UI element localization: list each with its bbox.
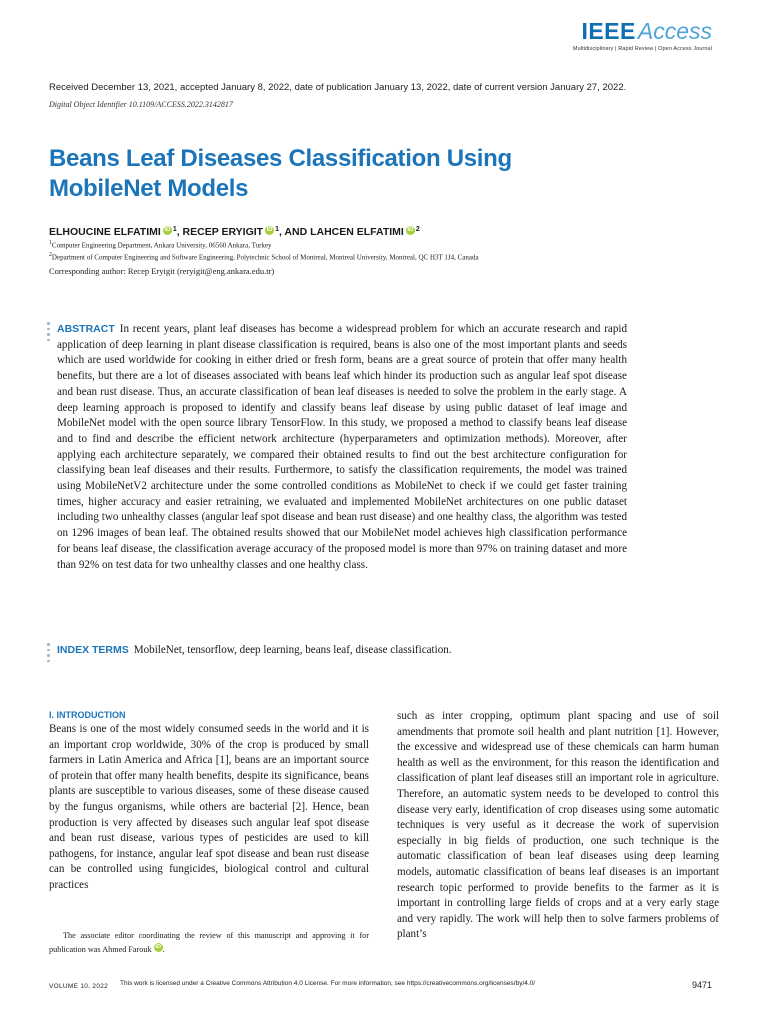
license-notice: This work is licensed under a Creative Commons Attribution 4.0 License. For more information, see https://creativecommons.org/licenses/by/4.0/ bbox=[120, 980, 536, 987]
orcid-icon[interactable]: iD bbox=[407, 227, 414, 233]
orcid-icon[interactable]: iD bbox=[164, 227, 171, 233]
body-column-left: Beans is one of the most widely consumed seeds in the world and it is an important crop worldwide, 30% of the crop is produced by small farmers in Latin America and Africa [1], beans are an important source of protein that offer many health benefits, despite its significance, beans plants are susceptible to various diseases, some of these disease caused by the fungus organisms, while others are bacterial [2]. Hence, bean production is very affected by diseases such angular leaf spot disease and bean rust disease, various types of pesticides are used to kill pathogens, for instance, angular leaf spot disease and bean rust disease can be controlled using fungicides, biological control and cultural practices bbox=[49, 723, 369, 891]
affiliation-1-number: 1 bbox=[49, 240, 52, 246]
affiliation-2 bbox=[49, 252, 479, 261]
page-number: 9471 bbox=[691, 980, 712, 990]
footnote-text: The associate editor coordinating the review of this manuscript and approving it for publication was Ahmed Farouk bbox=[49, 931, 369, 954]
index-terms-heading: INDEX TERMS bbox=[57, 644, 129, 656]
affiliation-2-text: Department of Computer Engineering and Software Engineering, Polytechnic School of Montreal, Montreal University, Montreal, QC H3T 1J4, Canada bbox=[51, 253, 479, 262]
logo-access: Access bbox=[637, 18, 712, 44]
affiliation-1-text: Computer Engineering Department, Ankara University, 06560 Ankara, Turkey bbox=[51, 241, 272, 250]
body-column-right: such as inter cropping, optimum plant spacing and use of soil amendments that promote soil health and plant nutrition [1]. However, the excessive and widespread use of these chemicals can harm human health as well as the environment, for this reason the identification and classification of plant leaf diseases still an important role in agriculture. Therefore, an automatic system needs to be developed to control this disease very early, identification of crop diseases using some automatic techniques is very useful as it decrease the work of supervision especially in big fields of production, one such technique is the automatic classification of bean leaf diseases using deep learning models, automatic classification of beans leaf diseases is an important research topic performed to provide benefits to the farmer as it is important in controlling large fields of crops and at a very early stage and very rapidly. The work will help then to solve farmers problems of plant’s bbox=[397, 710, 719, 941]
journal-logo bbox=[573, 18, 712, 52]
affiliation-1 bbox=[49, 240, 272, 249]
corresponding-author: Corresponding author: Recep Eryigit (reryigit@eng.ankara.edu.tr) bbox=[49, 266, 275, 276]
abstract-heading: ABSTRACT bbox=[57, 323, 115, 335]
author-1-affiliation: 1 bbox=[172, 226, 177, 233]
editor-footnote: The associate editor coordinating the review of this manuscript and approving it for publication was Ahmed Farouk iD . bbox=[49, 931, 369, 954]
title-line-2: MobileNet Models bbox=[49, 175, 249, 202]
title-line-1: Beans Leaf Diseases Classification Using bbox=[49, 145, 512, 172]
paper-title bbox=[49, 144, 609, 204]
orcid-icon[interactable]: iD bbox=[266, 227, 273, 233]
index-marker-dots bbox=[47, 643, 50, 665]
index-terms-text: MobileNet, tensorflow, deep learning, beans leaf, disease classification. bbox=[133, 644, 452, 656]
abstract-marker-dots bbox=[47, 322, 50, 344]
affiliation-2-number: 2 bbox=[49, 252, 52, 258]
author-3-affiliation: 2 bbox=[415, 226, 420, 233]
orcid-icon[interactable]: iD bbox=[155, 944, 162, 950]
index-terms bbox=[57, 643, 627, 658]
abstract bbox=[57, 322, 627, 573]
volume-label: VOLUME 10, 2022 bbox=[49, 983, 109, 990]
abstract-text: In recent years, plant leaf diseases has become a widespread problem for which an accurate research and rapid application of deep learning in plant disease classification is required, beans is also one of the most important plants and seeds which are used worldwide for cooking in either dried or fresh form, beans are a great source of protein that offer many health benefits, but there are a lot of diseases associated with beans leaf which hinder its production such as angular leaf spot disease and bean rust disease. Thus, an accurate classification of bean leaf diseases is needed to solve the problem in the early stage. A deep learning approach is proposed to identify and classify beans leaf disease by using public dataset of leaf image and MobileNet model with the open source library TensorFlow. In this study, we proposed a method to classify beans leaf disease and to find and describe the efficient network architecture (hyperparameters and optimization methods). Moreover, after applying each architecture separately, we compared their obtained results to find out the best architecture configuration for classifying bean leaf diseases and their results. Furthermore, to satisfy the classification requirements, the model was trained using MobileNetV2 architecture under the some controlled conditions as MobileNet to check if we could get faster training times, higher accuracy and easier retraining, we evaluated and implemented MobileNet architectures on one public dataset including two unhealthy classes (angular leaf spot disease and bean rust disease) and one healthy class, the algorithm was tested on 1296 images of bean leaf. The obtained results showed that our MobileNet model achieves high classification performance for beans leaf disease, the classification average accuracy of the proposed model is more than 97% on training dataset and more than 92% on test data for two unhealthy classes and one healthy class. bbox=[57, 323, 627, 571]
section-heading-introduction: I. INTRODUCTION bbox=[49, 710, 126, 720]
author-3: , AND LAHCEN ELFATIMI bbox=[278, 226, 404, 238]
logo-tagline: Multidisciplinary | Rapid Review | Open Access Journal bbox=[572, 46, 712, 52]
author-1: ELHOUCINE ELFATIMI bbox=[49, 226, 161, 238]
author-2-affiliation: 1 bbox=[275, 226, 279, 233]
logo-ieee: IEEE bbox=[581, 18, 636, 44]
author-2: , RECEP ERYIGIT bbox=[176, 226, 264, 238]
received-dates: Received December 13, 2021, accepted January 8, 2022, date of publication January 13, 2022, date of current version January 27, 2022. bbox=[49, 82, 627, 93]
author-list bbox=[49, 226, 420, 238]
doi: Digital Object Identifier 10.1109/ACCESS.2022.3142817 bbox=[49, 100, 233, 109]
